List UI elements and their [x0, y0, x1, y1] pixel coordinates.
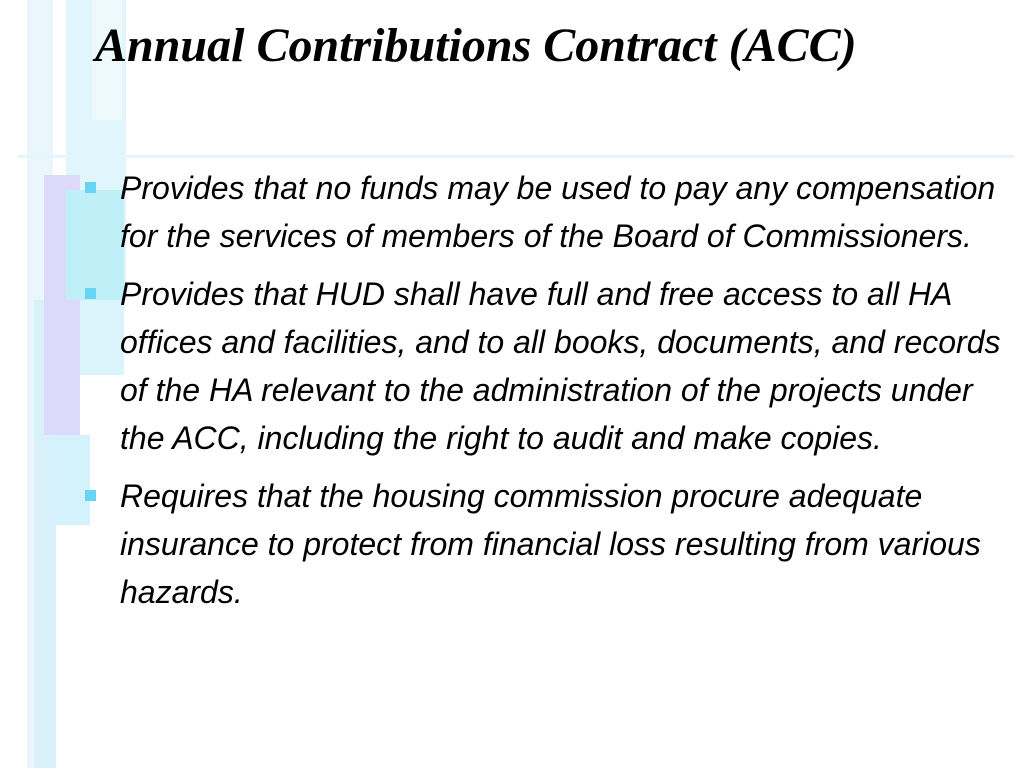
- bullet-text-3: Requires that the housing commission procure adequate insurance to protect from financial loss resulting from various hazards.: [120, 478, 981, 610]
- square-bullet-icon: [85, 288, 96, 299]
- bullet-item-1: [82, 164, 1007, 260]
- title-divider: [18, 155, 1014, 158]
- square-bullet-shape: [85, 288, 96, 299]
- square-bullet-shape: [85, 182, 96, 193]
- square-bullet-shape: [85, 490, 96, 501]
- square-bullet-icon: [85, 490, 96, 501]
- bullet-text-2: Provides that HUD shall have full and free access to all HA offices and facilities, and to all books, documents, and records of the HA relevant to the administration of the projects under the ACC, including the right to audit and make copies.: [120, 276, 1001, 456]
- slide-title: Annual Contributions Contract (ACC): [95, 19, 857, 72]
- bullet-item-3: [82, 472, 1007, 616]
- square-bullet-icon: [85, 182, 96, 193]
- bullet-item-2: [82, 270, 1007, 462]
- bullet-list: [82, 164, 1007, 626]
- bullet-text-1: Provides that no funds may be used to pay any compensation for the services of members of the Board of Commissioners.: [120, 170, 996, 254]
